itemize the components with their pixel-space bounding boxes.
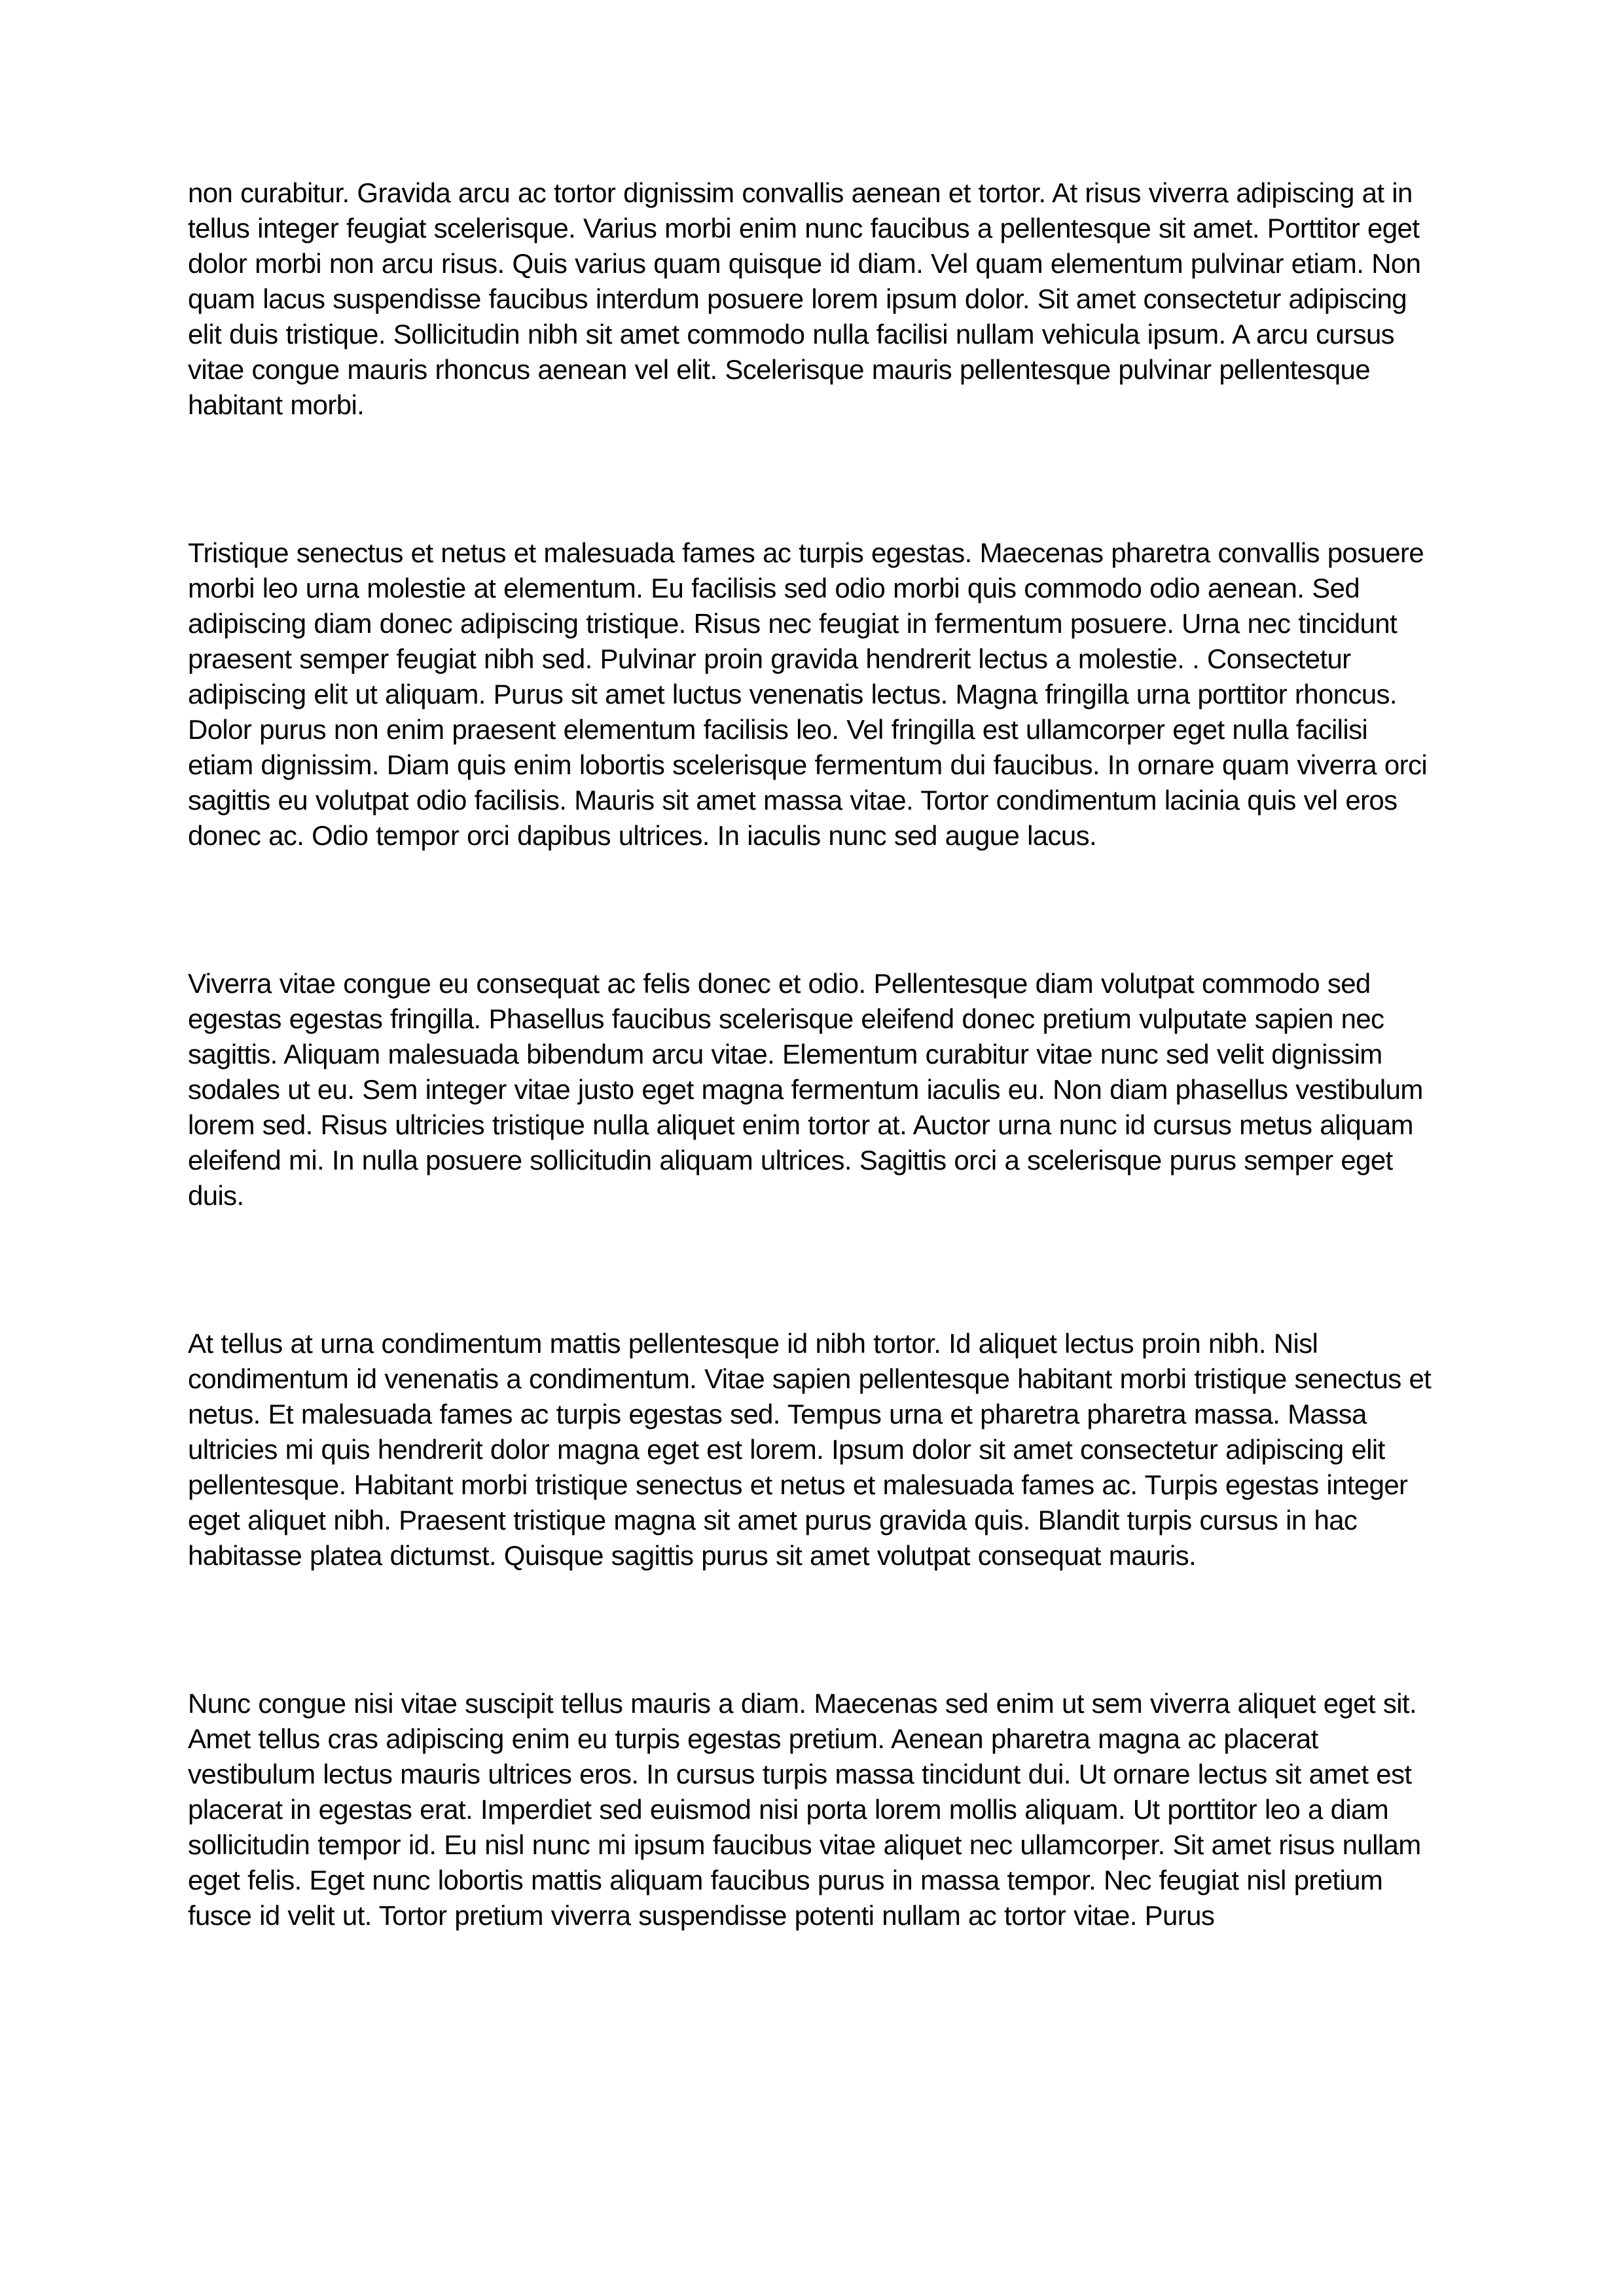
paragraph-3: Viverra vitae congue eu consequat ac felis donec et odio. Pellentesque diam volutpat commodo sed egestas egestas fringilla. Phasellus faucibus scelerisque eleifend donec pretium vulputate sapien nec sagittis. Aliquam malesuada bibendum arcu vitae. Elementum curabitur vitae nunc sed velit dignissim sodales ut eu. Sem integer vitae justo eget magna fermentum iaculis eu. Non diam phasellus vestibulum lorem sed. Risus ultricies tristique nulla aliquet enim tortor at. Auctor urna nunc id cursus metus aliquam eleifend mi. In nulla posuere sollicitudin aliquam ultrices. Sagittis orci a scelerisque purus semper eget duis. xyxy=(188,968,1423,1211)
paragraph-2: Tristique senectus et netus et malesuada fames ac turpis egestas. Maecenas pharetra convallis posuere morbi leo urna molestie at elementum. Eu facilisis sed odio morbi quis commodo odio aenean. Sed adipiscing diam donec adipiscing tristique. Risus nec feugiat in fermentum posuere. Urna nec tincidunt praesent semper feugiat nibh sed. Pulvinar proin gravida hendrerit lectus a molestie. . Consectetur adipiscing elit ut aliquam. Purus sit amet luctus venenatis lectus. Magna fringilla urna porttitor rhoncus. Dolor purus non enim praesent elementum facilisis leo. Vel fringilla est ullamcorper eget nulla facilisi etiam dignissim. Diam quis enim lobortis scelerisque fermentum dui faucibus. In ornare quam viverra orci sagittis eu volutpat odio facilisis. Mauris sit amet massa vitae. Tortor condimentum lacinia quis vel eros donec ac. Odio tempor orci dapibus ultrices. In iaculis nunc sed augue lacus. xyxy=(188,537,1428,851)
paragraph-1: non curabitur. Gravida arcu ac tortor dignissim convallis aenean et tortor. At risus viverra adipiscing at in tellus integer feugiat scelerisque. Varius morbi enim nunc faucibus a pellentesque sit amet. Porttitor eget dolor morbi non arcu risus. Quis varius quam quisque id diam. Vel quam elementum pulvinar etiam. Non quam lacus suspendisse faucibus interdum posuere lorem ipsum dolor. Sit amet consectetur adipiscing elit duis tristique. Sollicitudin nibh sit amet commodo nulla facilisi nullam vehicula ipsum. A arcu cursus vitae congue mauris rhoncus aenean vel elit. Scelerisque mauris pellentesque pulvinar pellentesque habitant morbi. xyxy=(188,177,1421,420)
paragraph-5: Nunc congue nisi vitae suscipit tellus mauris a diam. Maecenas sed enim ut sem viverra aliquet eget sit. Amet tellus cras adipiscing enim eu turpis egestas pretium. Aenean pharetra magna ac placerat vestibulum lectus mauris ultrices eros. In cursus turpis massa tincidunt dui. Ut ornare lectus sit amet est placerat in egestas erat. Imperdiet sed euismod nisi porta lorem mollis aliquam. Ut porttitor leo a diam sollicitudin tempor id. Eu nisl nunc mi ipsum faucibus vitae aliquet nec ullamcorper. Sit amet risus nullam eget felis. Eget nunc lobortis mattis aliquam faucibus purus in massa tempor. Nec feugiat nisl pretium fusce id velit ut. Tortor pretium viverra suspendisse potenti nullam ac tortor vitae. Purus xyxy=(188,1688,1421,1931)
paragraph-4: At tellus at urna condimentum mattis pellentesque id nibh tortor. Id aliquet lectus proin nibh. Nisl condimentum id venenatis a condimentum. Vitae sapien pellentesque habitant morbi tristique senectus et netus. Et malesuada fames ac turpis egestas sed. Tempus urna et pharetra pharetra massa. Massa ultricies mi quis hendrerit dolor magna eget est lorem. Ipsum dolor sit amet consectetur adipiscing elit pellentesque. Habitant morbi tristique senectus et netus et malesuada fames ac. Turpis egestas integer eget aliquet nibh. Praesent tristique magna sit amet purus gravida quis. Blandit turpis cursus in hac habitasse platea dictumst. Quisque sagittis purus sit amet volutpat consequat mauris. xyxy=(188,1328,1432,1571)
page-text-content xyxy=(188,175,1438,1933)
